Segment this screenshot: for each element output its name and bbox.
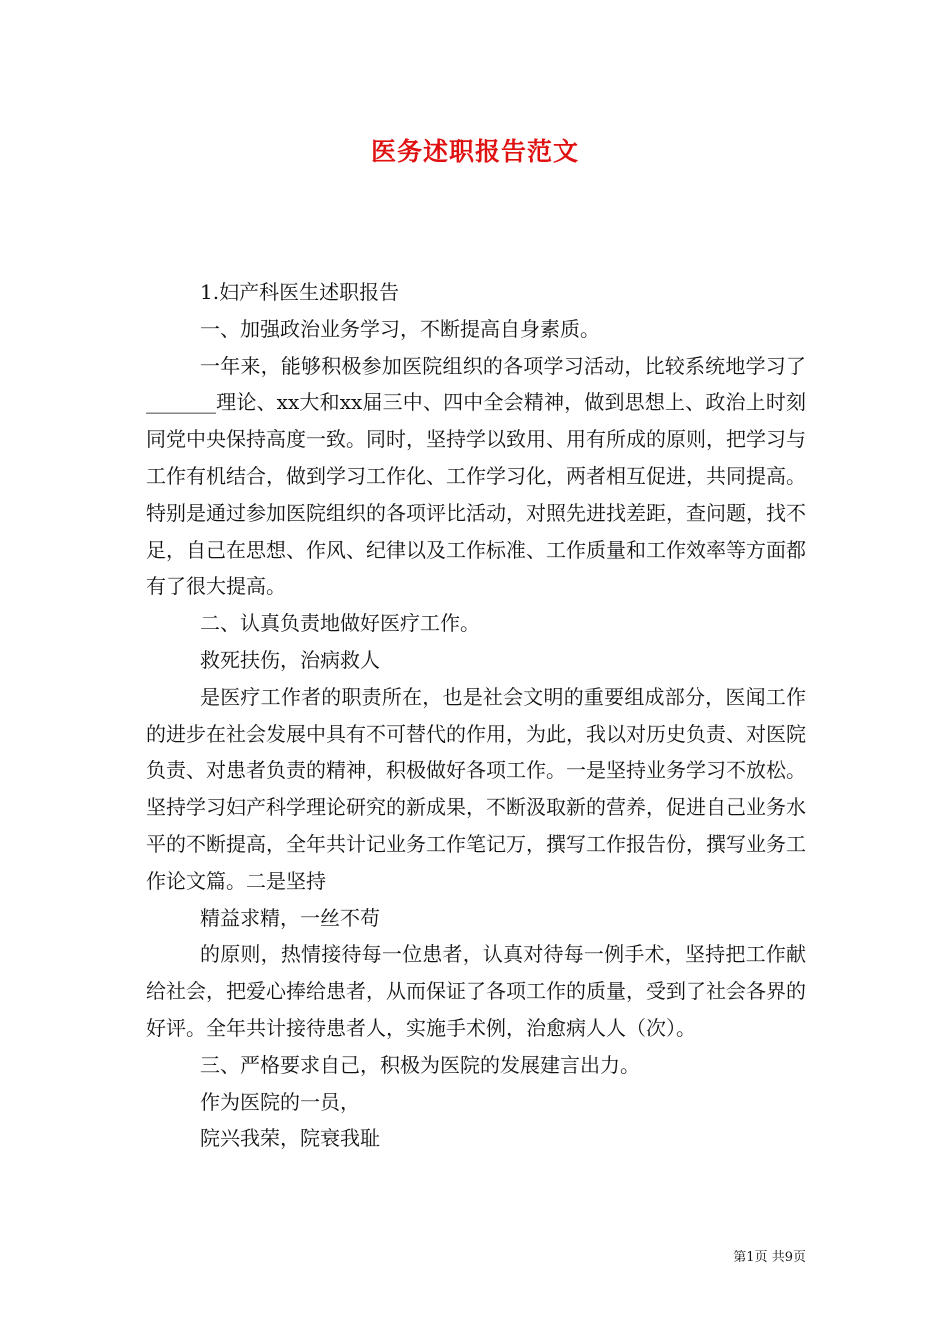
paragraph: 救死扶伤，治病救人 <box>200 647 380 672</box>
total-page-number: 9 <box>784 1250 793 1265</box>
footer-suffix: 页 <box>792 1250 806 1265</box>
paragraph: 精益求精，一丝不苟 <box>200 905 380 930</box>
paragraph: 一年来，能够积极参加医院组织的各项学习活动，比较系统地学习了_______理论、xx大和xx届三中、四中全会精神，做到思想上、政治上时刻同党中央保持高度一致。同时，坚持学以致用、用有所成的原则，把学习与工作有机结合，做到学习工作化、工作学习化，两者相互促进，共同提高。特别是通过参加医院组织的各项评比活动，对照先进找差距，查问题，找不足，自己在思想、作风、纪律以及工作标准、工作质量和工作效率等方面都有了很大提高。 <box>146 353 806 599</box>
paragraph: 二、认真负责地做好医疗工作。 <box>200 611 480 636</box>
paragraph: 的原则，热情接待每一位患者，认真对待每一例手术，坚持把工作献给社会，把爱心捧给患者，从而保证了各项工作的质量，受到了社会各界的好评。全年共计接待患者人，实施手术例，治愈病人人（次）。 <box>146 942 806 1040</box>
footer-prefix: 第 <box>733 1250 747 1265</box>
paragraph: 1.妇产科医生述职报告 <box>200 280 400 304</box>
paragraph: 三、严格要求自己，积极为医院的发展建言出力。 <box>200 1052 640 1077</box>
paragraph: 是医疗工作者的职责所在，也是社会文明的重要组成部分，医闻工作的进步在社会发展中具有不可替代的作用，为此，我以对历史负责、对医院负责、对患者负责的精神，积极做好各项工作。一是坚持业务学习不放松。坚持学习妇产科学理论研究的新成果，不断汲取新的营养，促进自己业务水平的不断提高，全年共计记业务工作笔记万，撰写工作报告份，撰写业务工作论文篇。二是坚持 <box>146 684 806 893</box>
footer-middle: 页 共 <box>754 1250 785 1265</box>
paragraph: 作为医院的一员， <box>200 1089 360 1114</box>
page-number-footer <box>733 1246 806 1265</box>
document-body <box>146 274 806 1157</box>
paragraph: 院兴我荣，院衰我耻 <box>200 1126 380 1151</box>
document-title: 医务述职报告范文 <box>370 137 579 166</box>
current-page-number: 1 <box>746 1250 755 1265</box>
paragraph: 一、加强政治业务学习，不断提高自身素质。 <box>200 316 600 341</box>
